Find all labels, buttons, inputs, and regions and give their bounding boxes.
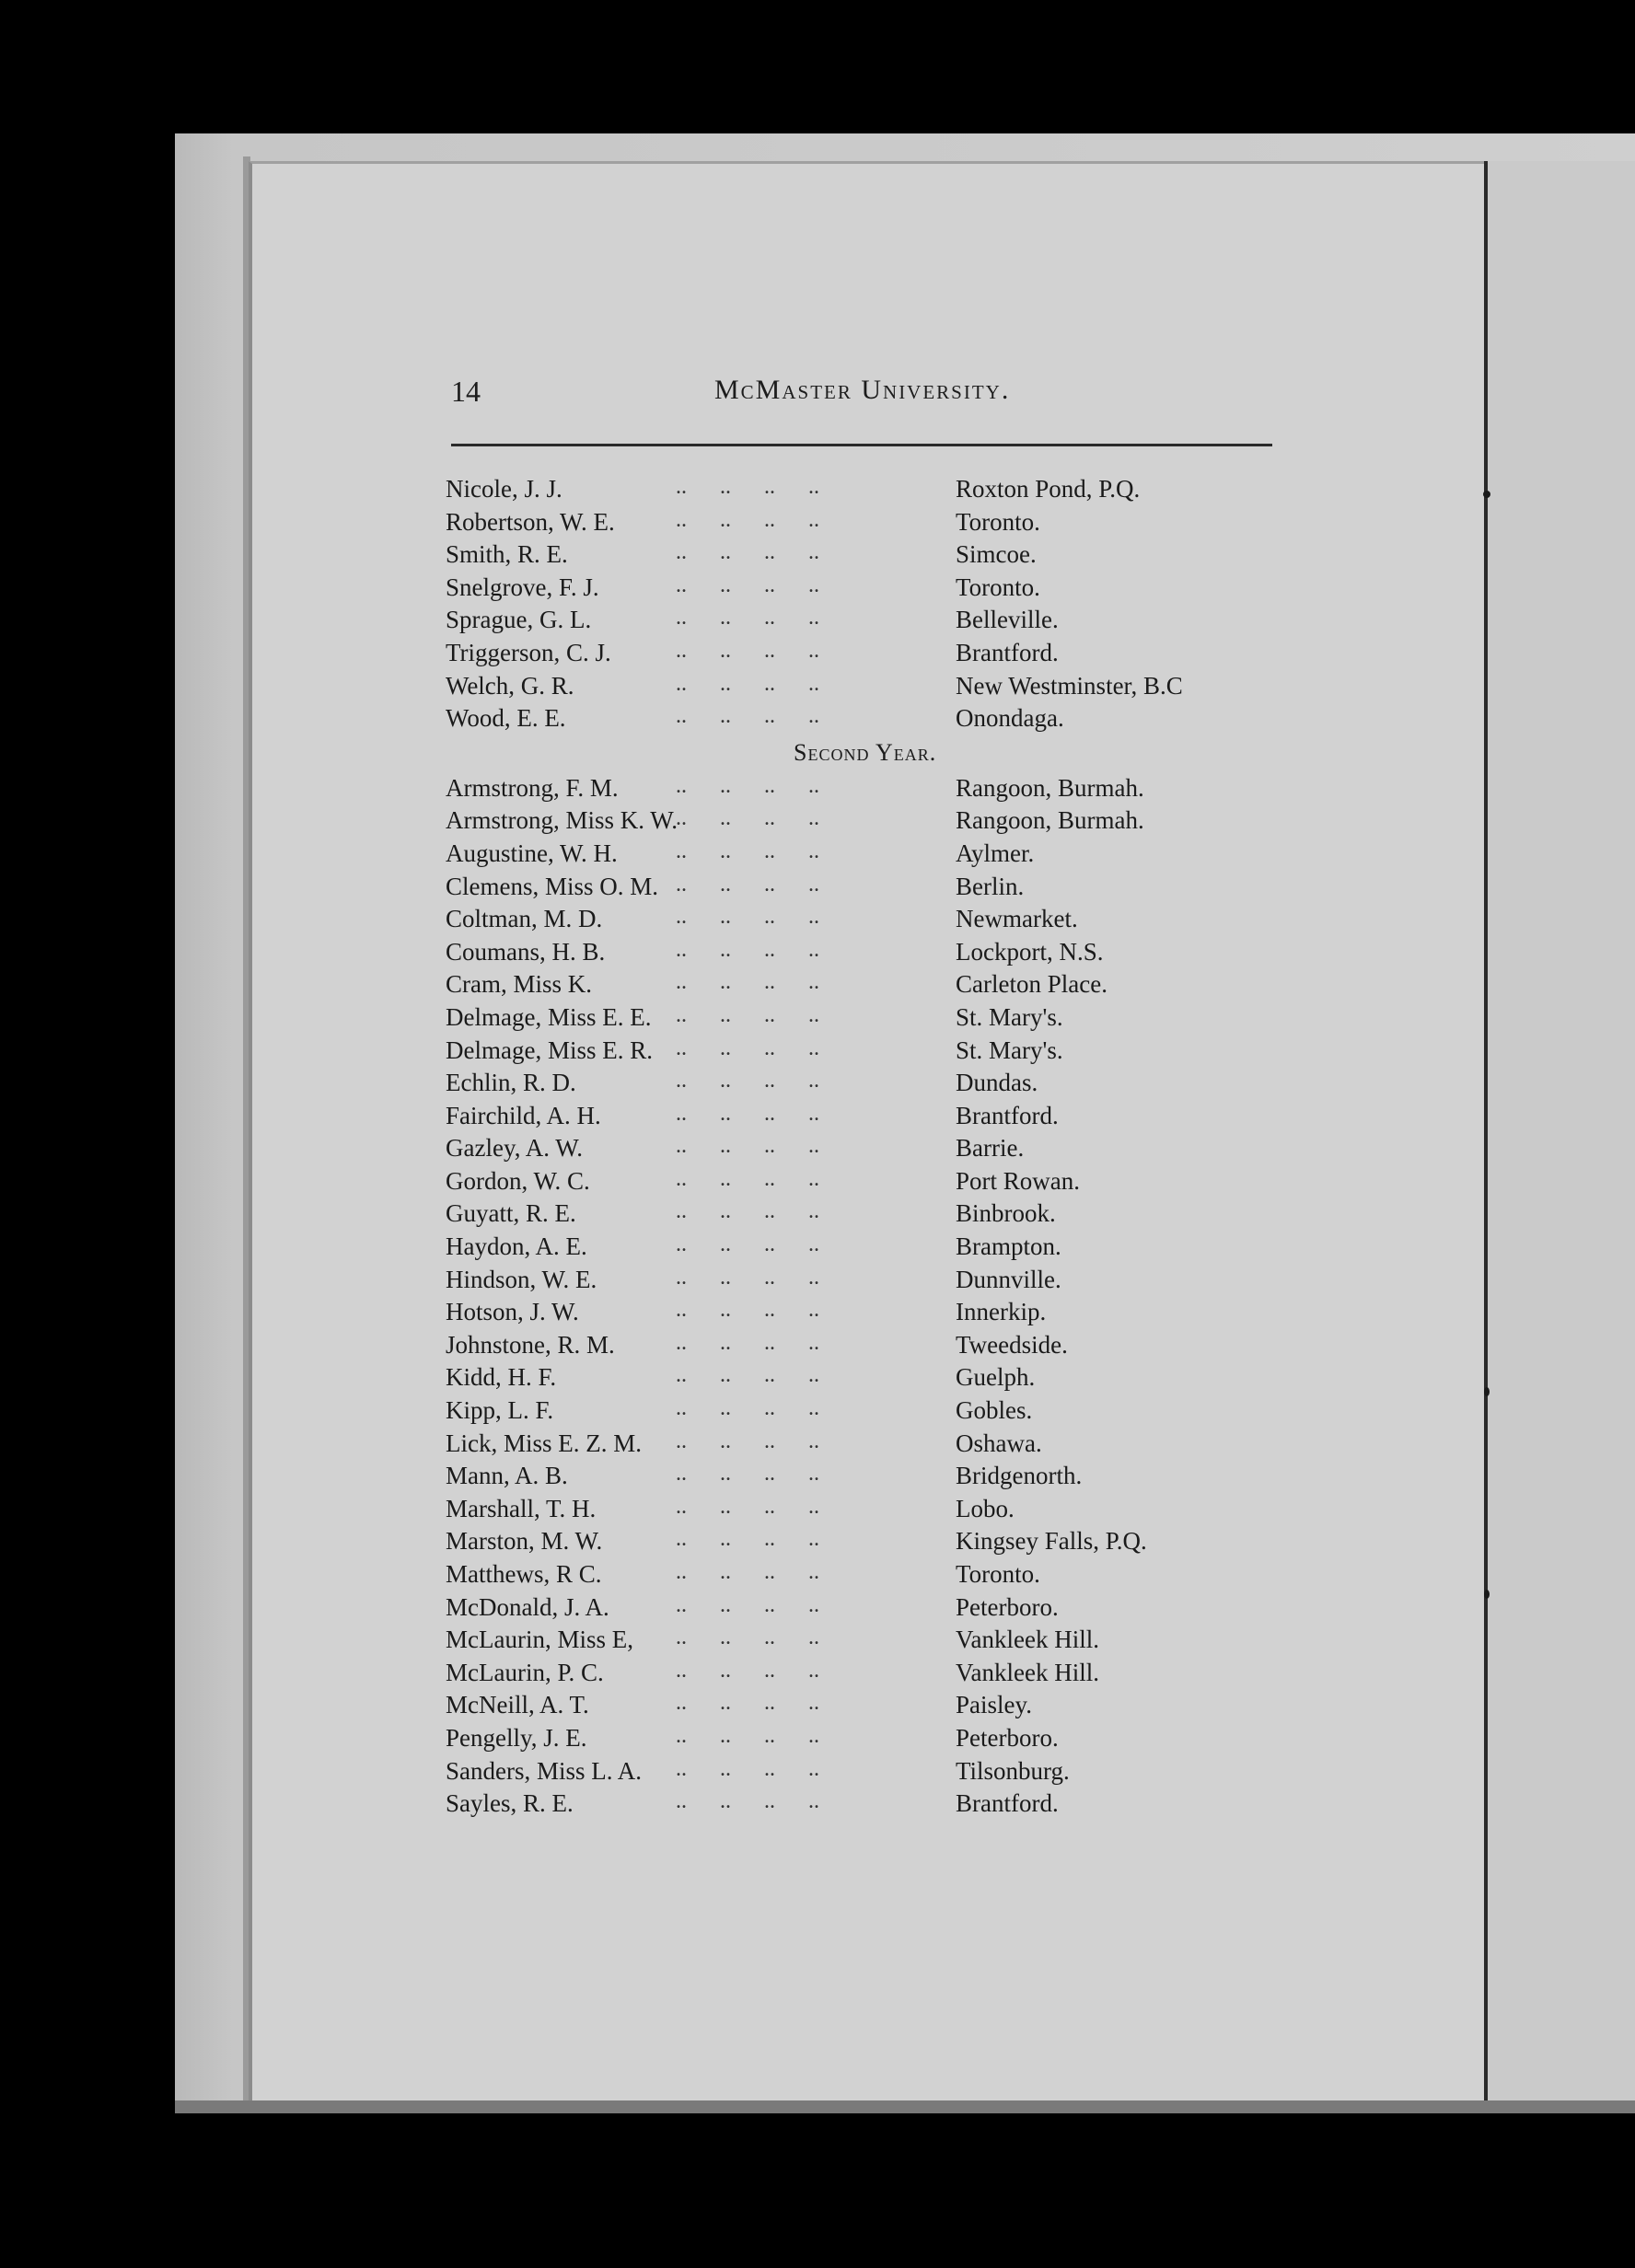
list-top-section	[446, 475, 1256, 737]
leader-dots: .. .. .. ..	[676, 937, 819, 962]
student-hometown: Dundas.	[956, 1069, 1038, 1097]
leader-dots: .. .. .. ..	[676, 1429, 819, 1453]
leader-dots: .. .. .. ..	[676, 1166, 819, 1191]
student-name: Kipp, L. F.	[446, 1396, 554, 1425]
student-hometown: Vankleek Hill.	[956, 1658, 1099, 1686]
leader-dots: .. .. .. ..	[676, 1756, 819, 1781]
student-hometown: Belleville.	[956, 606, 1059, 634]
student-hometown: Lockport, N.S.	[956, 937, 1104, 966]
student-name: Marshall, T. H.	[446, 1494, 597, 1522]
student-hometown: Aylmer.	[956, 839, 1035, 867]
student-hometown: Rangoon, Burmah.	[956, 806, 1144, 835]
student-name: Delmage, Miss E. R.	[446, 1036, 653, 1064]
student-name: Haydon, A. E.	[446, 1232, 587, 1261]
list-item	[446, 1724, 1256, 1757]
list-item	[446, 1199, 1256, 1232]
leader-dots: .. .. .. ..	[676, 1462, 819, 1487]
student-hometown: Gobles.	[956, 1396, 1033, 1425]
list-item	[446, 508, 1256, 541]
leader-dots: .. .. .. ..	[676, 1560, 819, 1584]
leader-dots: .. .. .. ..	[676, 839, 819, 863]
list-item	[446, 839, 1256, 873]
list-item	[446, 1495, 1256, 1528]
student-name: Cram, Miss K.	[446, 970, 593, 999]
student-hometown: Binbrook.	[956, 1199, 1056, 1228]
student-name: Johnstone, R. M.	[446, 1330, 615, 1359]
student-name: Sprague, G. L.	[446, 606, 592, 634]
leader-dots: .. .. .. ..	[676, 773, 819, 798]
student-name: McLaurin, Miss E,	[446, 1626, 633, 1654]
student-hometown: Kingsey Falls, P.Q.	[956, 1527, 1147, 1556]
list-item	[446, 1331, 1256, 1364]
leader-dots: .. .. .. ..	[676, 1626, 819, 1650]
student-name: Snelgrove, F. J.	[446, 573, 599, 601]
list-item	[446, 672, 1256, 705]
student-name: Delmage, Miss E. E.	[446, 1002, 652, 1031]
student-hometown: Dunnville.	[956, 1265, 1061, 1293]
student-name: McLaurin, P. C.	[446, 1658, 604, 1686]
student-name: Echlin, R. D.	[446, 1069, 576, 1097]
list-item	[446, 1691, 1256, 1724]
student-hometown: Tweedside.	[956, 1330, 1068, 1359]
student-name: Hindson, W. E.	[446, 1265, 597, 1293]
leader-dots: .. .. .. ..	[676, 806, 819, 831]
student-name: Sayles, R. E.	[446, 1789, 574, 1818]
leader-dots: .. .. .. ..	[676, 540, 819, 565]
student-name: Coumans, H. B.	[446, 937, 606, 966]
student-name: Clemens, Miss O. M.	[446, 872, 659, 900]
student-name: McNeill, A. T.	[446, 1691, 589, 1719]
leader-dots: .. .. .. ..	[676, 1199, 819, 1224]
list-item	[446, 1069, 1256, 1102]
student-name: Smith, R. E.	[446, 540, 568, 569]
list-item	[446, 1527, 1256, 1560]
student-name: Armstrong, Miss K. W.	[446, 806, 678, 835]
student-hometown: St. Mary's.	[956, 1002, 1063, 1031]
student-name: Kidd, H. F.	[446, 1363, 557, 1392]
leader-dots: .. .. .. ..	[676, 671, 819, 696]
list-item	[446, 573, 1256, 607]
leader-dots: .. .. .. ..	[676, 1232, 819, 1257]
leader-dots: .. .. .. ..	[676, 1002, 819, 1027]
student-hometown: Peterboro.	[956, 1723, 1059, 1752]
facing-page-edge	[1488, 161, 1635, 2103]
leader-dots: .. .. .. ..	[676, 1494, 819, 1519]
student-hometown: Vankleek Hill.	[956, 1626, 1099, 1654]
page-bottom-shadow	[175, 2100, 1635, 2113]
student-hometown: Onondaga.	[956, 704, 1064, 733]
student-name: Gazley, A. W.	[446, 1134, 583, 1163]
student-hometown: New Westminster, B.C	[956, 671, 1183, 700]
leader-dots: .. .. .. ..	[676, 872, 819, 897]
student-name: McDonald, J. A.	[446, 1592, 609, 1621]
binding-mark	[1484, 1590, 1490, 1599]
student-name: Lick, Miss E. Z. M.	[446, 1429, 642, 1457]
student-name: Pengelly, J. E.	[446, 1723, 587, 1752]
section-heading-label: Second Year.	[794, 738, 937, 766]
binding-mark	[1483, 491, 1490, 498]
student-name: Robertson, W. E.	[446, 507, 615, 536]
student-hometown: Rangoon, Burmah.	[956, 773, 1144, 802]
list-item	[446, 1036, 1256, 1070]
student-hometown: Brampton.	[956, 1232, 1061, 1261]
student-hometown: St. Mary's.	[956, 1036, 1063, 1064]
list-item	[446, 1167, 1256, 1200]
student-hometown: Oshawa.	[956, 1429, 1042, 1457]
list-item	[446, 1102, 1256, 1135]
list-item	[446, 1134, 1256, 1167]
student-hometown: Guelph.	[956, 1363, 1036, 1392]
leader-dots: .. .. .. ..	[676, 507, 819, 532]
leader-dots: .. .. .. ..	[676, 1134, 819, 1159]
list-item	[446, 905, 1256, 938]
student-name: Guyatt, R. E.	[446, 1199, 576, 1228]
student-hometown: Brantford.	[956, 638, 1059, 666]
list-item	[446, 1462, 1256, 1495]
student-name: Triggerson, C. J.	[446, 638, 611, 666]
list-item	[446, 1266, 1256, 1299]
student-name: Gordon, W. C.	[446, 1166, 590, 1195]
page-header	[451, 371, 1280, 419]
leader-dots: .. .. .. ..	[676, 638, 819, 663]
student-hometown: Port Rowan.	[956, 1166, 1080, 1195]
leader-dots: .. .. .. ..	[676, 1036, 819, 1060]
student-name: Fairchild, A. H.	[446, 1101, 601, 1129]
student-hometown: Bridgenorth.	[956, 1462, 1083, 1490]
student-hometown: Toronto.	[956, 507, 1040, 536]
list-item	[446, 1396, 1256, 1429]
student-hometown: Brantford.	[956, 1101, 1059, 1129]
leader-dots: .. .. .. ..	[676, 704, 819, 729]
student-hometown: Barrie.	[956, 1134, 1025, 1163]
leader-dots: .. .. .. ..	[676, 1298, 819, 1323]
leader-dots: .. .. .. ..	[676, 1592, 819, 1617]
list-item	[446, 1003, 1256, 1036]
list-item	[446, 1429, 1256, 1463]
student-hometown: Toronto.	[956, 573, 1040, 601]
student-hometown: Lobo.	[956, 1494, 1015, 1522]
leader-dots: .. .. .. ..	[676, 573, 819, 597]
student-name: Nicole, J. J.	[446, 475, 562, 503]
leader-dots: .. .. .. ..	[676, 970, 819, 995]
list-item	[446, 1757, 1256, 1790]
student-hometown: Innerkip.	[956, 1298, 1047, 1326]
student-name: Wood, E. E.	[446, 704, 566, 733]
student-hometown: Simcoe.	[956, 540, 1037, 569]
running-title: McMaster University.	[714, 375, 1011, 405]
student-name: Augustine, W. H.	[446, 839, 618, 867]
leader-dots: .. .. .. ..	[676, 1330, 819, 1355]
list-item	[446, 1232, 1256, 1266]
student-hometown: Newmarket.	[956, 905, 1078, 933]
student-name: Coltman, M. D.	[446, 905, 603, 933]
student-hometown: Tilsonburg.	[956, 1756, 1070, 1785]
leader-dots: .. .. .. ..	[676, 1658, 819, 1683]
list-item	[446, 1789, 1256, 1822]
list-item	[446, 1626, 1256, 1659]
list-item	[446, 639, 1256, 672]
student-hometown: Carleton Place.	[956, 970, 1107, 999]
list-item	[446, 970, 1256, 1003]
binding-mark	[1484, 1387, 1490, 1396]
student-hometown: Paisley.	[956, 1691, 1032, 1719]
list-item	[446, 806, 1256, 839]
student-name: Sanders, Miss L. A.	[446, 1756, 643, 1785]
student-hometown: Toronto.	[956, 1560, 1040, 1588]
student-name: Matthews, R C.	[446, 1560, 602, 1588]
leader-dots: .. .. .. ..	[676, 1789, 819, 1814]
student-name: Hotson, J. W.	[446, 1298, 579, 1326]
list-item	[446, 704, 1256, 737]
leader-dots: .. .. .. ..	[676, 1101, 819, 1126]
student-list	[446, 475, 1256, 1822]
list-item	[446, 774, 1256, 807]
leader-dots: .. .. .. ..	[676, 475, 819, 499]
leader-dots: .. .. .. ..	[676, 905, 819, 930]
list-second-year	[446, 774, 1256, 1822]
student-name: Mann, A. B.	[446, 1462, 568, 1490]
section-heading	[446, 737, 1256, 774]
leader-dots: .. .. .. ..	[676, 1069, 819, 1094]
leader-dots: .. .. .. ..	[676, 1265, 819, 1290]
list-item	[446, 540, 1256, 573]
list-item	[446, 938, 1256, 971]
student-name: Marston, M. W.	[446, 1527, 603, 1556]
list-item	[446, 475, 1256, 508]
student-hometown: Berlin.	[956, 872, 1025, 900]
list-item	[446, 606, 1256, 639]
leader-dots: .. .. .. ..	[676, 1527, 819, 1552]
page-number: 14	[451, 375, 481, 408]
list-item	[446, 1560, 1256, 1593]
list-item	[446, 1298, 1256, 1331]
list-item	[446, 1363, 1256, 1396]
list-item	[446, 873, 1256, 906]
student-hometown: Brantford.	[956, 1789, 1059, 1818]
leader-dots: .. .. .. ..	[676, 1396, 819, 1421]
list-item	[446, 1593, 1256, 1626]
leader-dots: .. .. .. ..	[676, 606, 819, 631]
leader-dots: .. .. .. ..	[676, 1691, 819, 1716]
student-hometown: Roxton Pond, P.Q.	[956, 475, 1141, 503]
student-name: Welch, G. R.	[446, 671, 574, 700]
header-rule	[451, 444, 1272, 446]
student-hometown: Peterboro.	[956, 1592, 1059, 1621]
list-item	[446, 1659, 1256, 1692]
student-name: Armstrong, F. M.	[446, 773, 619, 802]
leader-dots: .. .. .. ..	[676, 1723, 819, 1748]
leader-dots: .. .. .. ..	[676, 1363, 819, 1388]
